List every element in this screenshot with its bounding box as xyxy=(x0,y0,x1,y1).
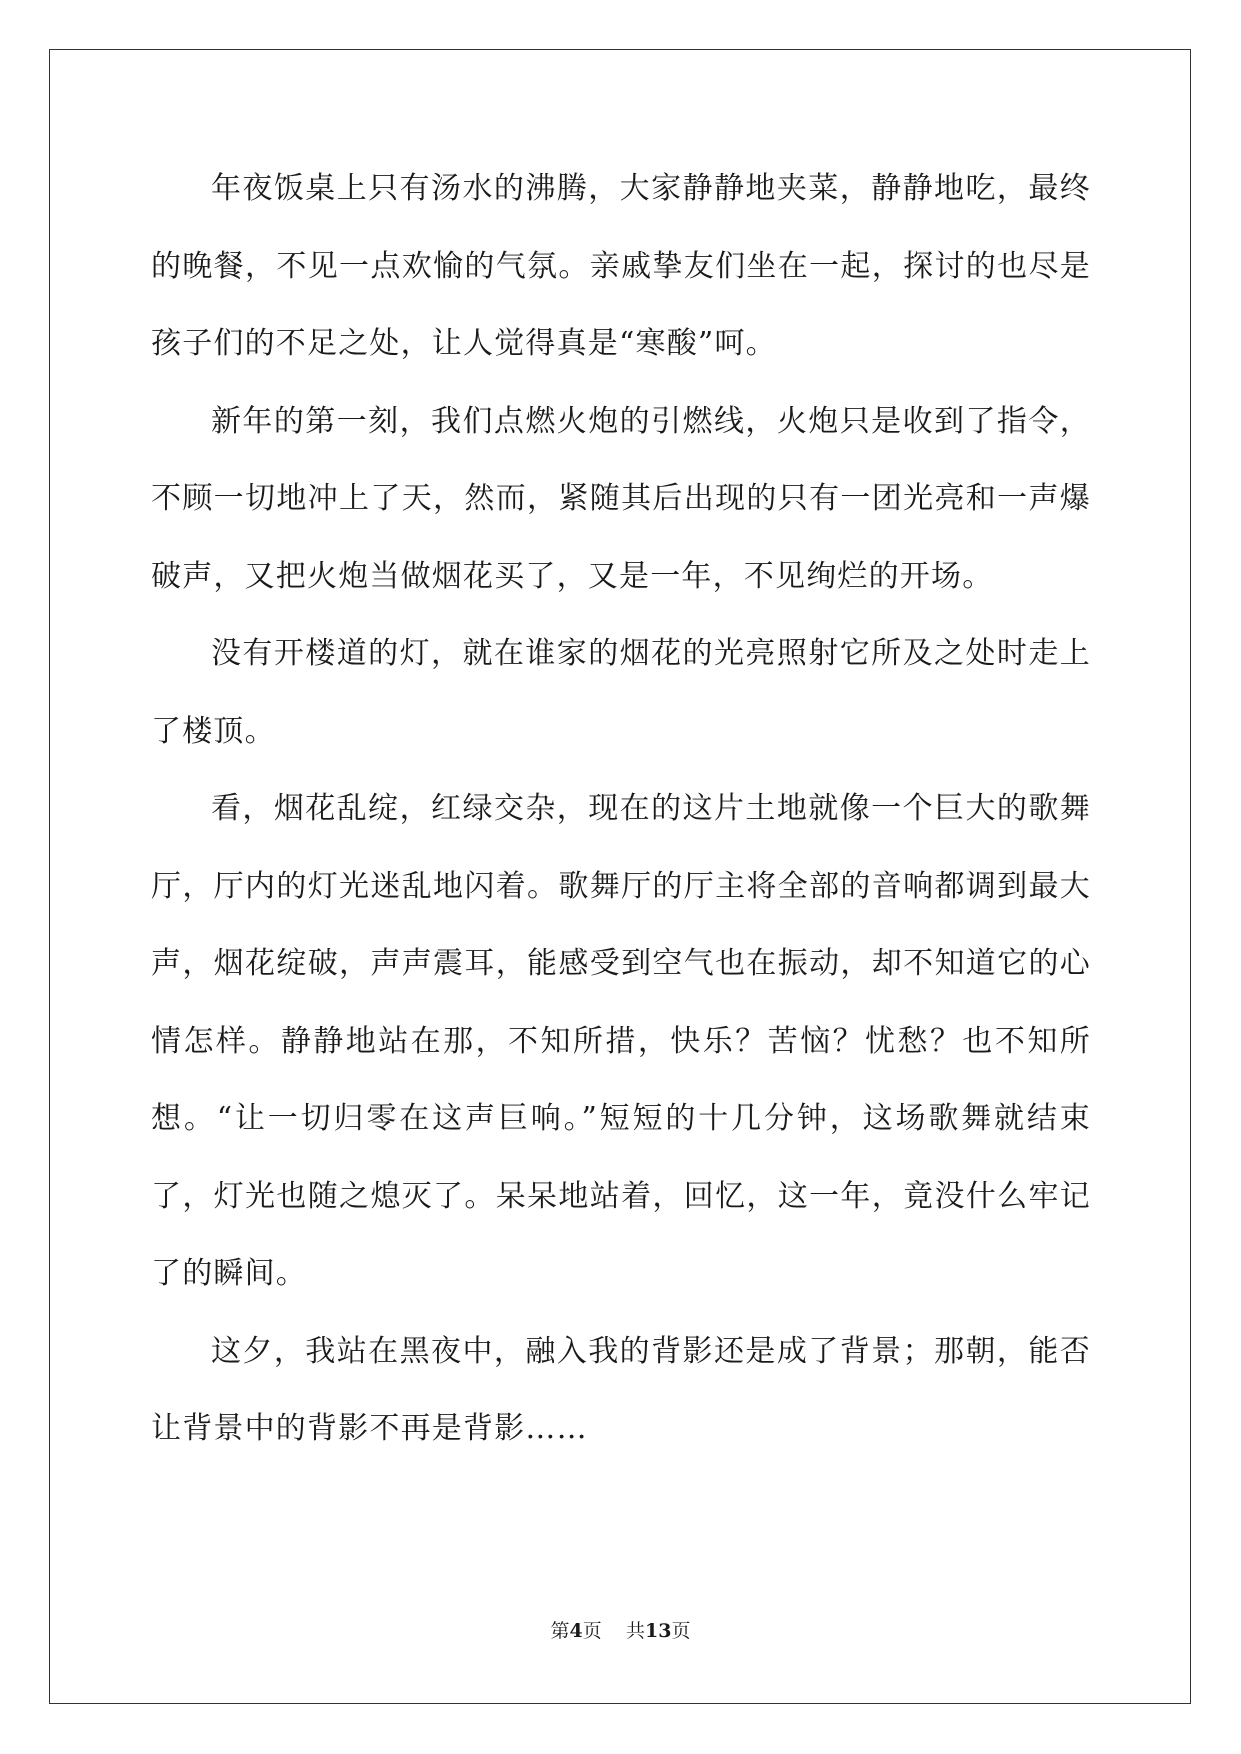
page-footer xyxy=(0,1616,1241,1643)
paragraph-5: 这夕，我站在黑夜中，融入我的背影还是成了背景；那朝，能否让背景中的背影不再是背影…… xyxy=(151,1333,1091,1446)
document-body xyxy=(151,150,1091,1468)
paragraph-2: 新年的第一刻，我们点燃火炮的引燃线，火炮只是收到了指令，不顾一切地冲上了天，然而，紧随其后出现的只有一团光亮和一声爆破声，又把火炮当做烟花买了，又是一年，不见绚烂的开场。 xyxy=(151,403,1091,594)
paragraph-4: 看，烟花乱绽，红绿交杂，现在的这片土地就像一个巨大的歌舞厅，厅内的灯光迷乱地闪着。歌舞厅的厅主将全部的音响都调到最大声，烟花绽破，声声震耳，能感受到空气也在振动，却不知道它的心情怎样。静静地站在那，不知所措，快乐？苦恼？忧愁？也不知所想。“让一切归零在这声巨响。”短短的十几分钟，这场歌舞就结束了，灯光也随之熄灭了。呆呆地站着，回忆，这一年，竟没什么牢记了的瞬间。 xyxy=(151,791,1091,1291)
footer-page-suffix: 页 xyxy=(582,1620,602,1642)
footer-total-prefix: 共 xyxy=(625,1620,645,1642)
paragraph-1: 年夜饭桌上只有汤水的沸腾，大家静静地夹菜，静静地吃，最终的晚餐，不见一点欢愉的气氛。亲戚挚友们坐在一起，探讨的也尽是孩子们的不足之处，让人觉得真是“寒酸”呵。 xyxy=(151,171,1091,361)
current-page-number: 4 xyxy=(569,1620,583,1642)
paragraph-3: 没有开楼道的灯，就在谁家的烟花的光亮照射它所及之处时走上了楼顶。 xyxy=(151,636,1091,749)
footer-prefix: 第 xyxy=(550,1620,570,1642)
total-pages-number: 13 xyxy=(644,1620,672,1642)
footer-total-suffix: 页 xyxy=(671,1620,691,1642)
